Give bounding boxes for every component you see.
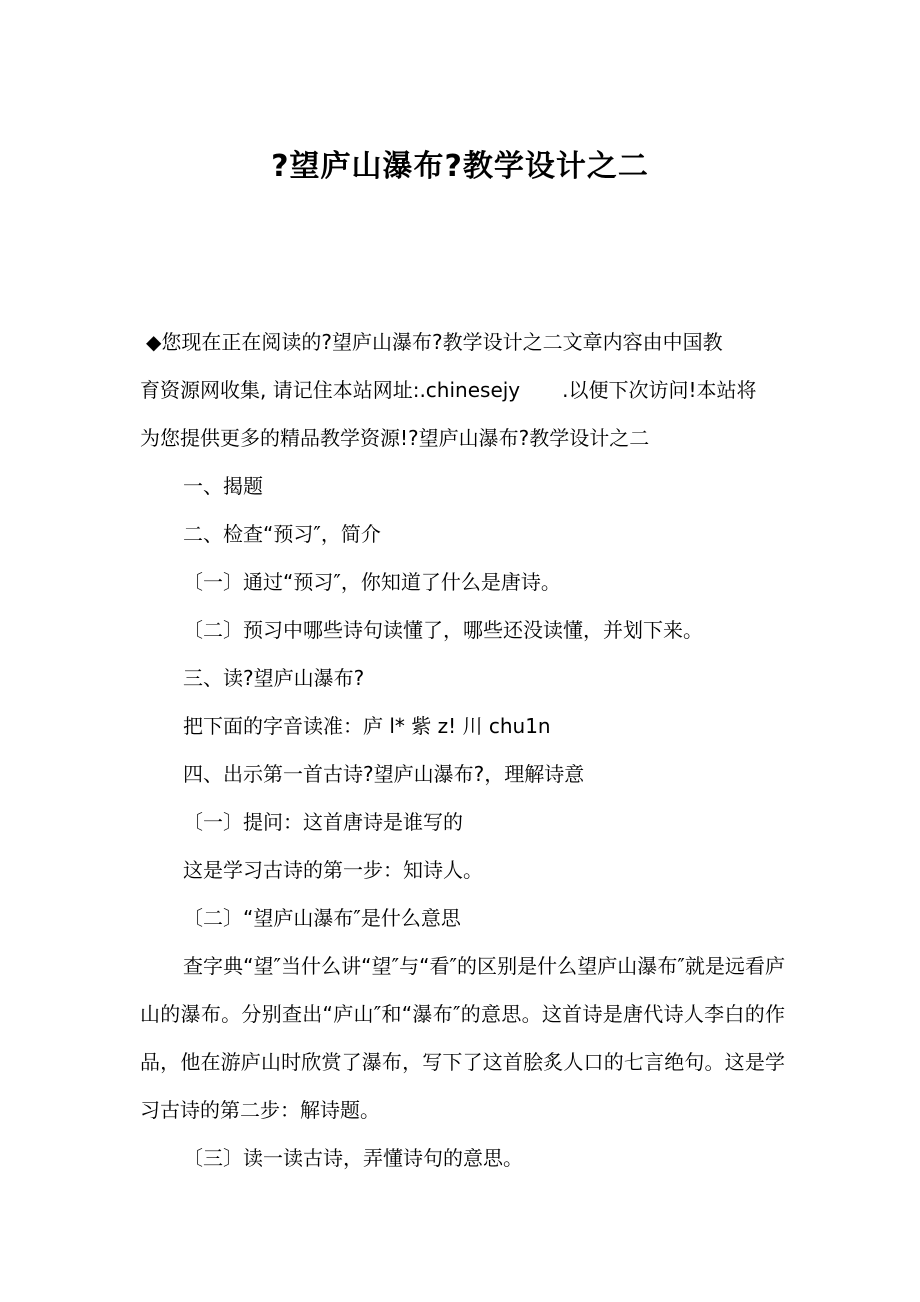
list-item: 〔三〕读一读古诗，弄懂诗句的意思。 xyxy=(183,1146,523,1170)
section-heading-1: 一、揭题 xyxy=(183,474,263,498)
intro-line-2 xyxy=(140,366,785,414)
intro-line-2-part-2: .以便下次访问!本站将 xyxy=(562,378,757,402)
section-heading-4: 四、出示第一首古诗?望庐山瀑布?，理解诗意 xyxy=(183,762,585,786)
paragraph: 这是学习古诗的第一步：知诗人。 xyxy=(183,858,483,882)
list-item: 〔二〕预习中哪些诗句读懂了，哪些还没读懂，并划下来。 xyxy=(183,618,703,642)
document-title: ?望庐山瀑布?教学设计之二 xyxy=(271,149,649,184)
section-heading-2: 二、检查“预习″，简介 xyxy=(183,522,381,546)
intro-line-3: 为您提供更多的精品教学资源!?望庐山瀑布?教学设计之二 xyxy=(140,426,650,450)
intro-line-2-part-1: 育资源网收集, 请记住本站网址:.chinesejy xyxy=(140,378,521,402)
long-paragraph: 查字典“望″当什么讲“望″与“看″的区别是什么望庐山瀑布″就是远看庐山的瀑布。分别查出“庐山″和“瀑布″的意思。这首诗是唐代诗人李白的作品，他在游庐山时欣赏了瀑布，写下了这首脍炙人口的七言绝句。这是学习古诗的第二步：解诗题。 xyxy=(140,954,785,1122)
section-heading-3: 三、读?望庐山瀑布? xyxy=(183,666,365,690)
list-item: 〔二〕“望庐山瀑布″是什么意思 xyxy=(183,906,461,930)
document-body xyxy=(140,318,785,1182)
pronunciation-line: 把下面的字音读准：庐 l* 紫 z! 川 chu1n xyxy=(183,714,551,738)
list-item: 〔一〕提问：这首唐诗是谁写的 xyxy=(183,810,463,834)
intro-line-1: ◆您现在正在阅读的?望庐山瀑布?教学设计之二文章内容由中国教 xyxy=(146,330,723,354)
list-item: 〔一〕通过“预习″，你知道了什么是唐诗。 xyxy=(183,570,561,594)
